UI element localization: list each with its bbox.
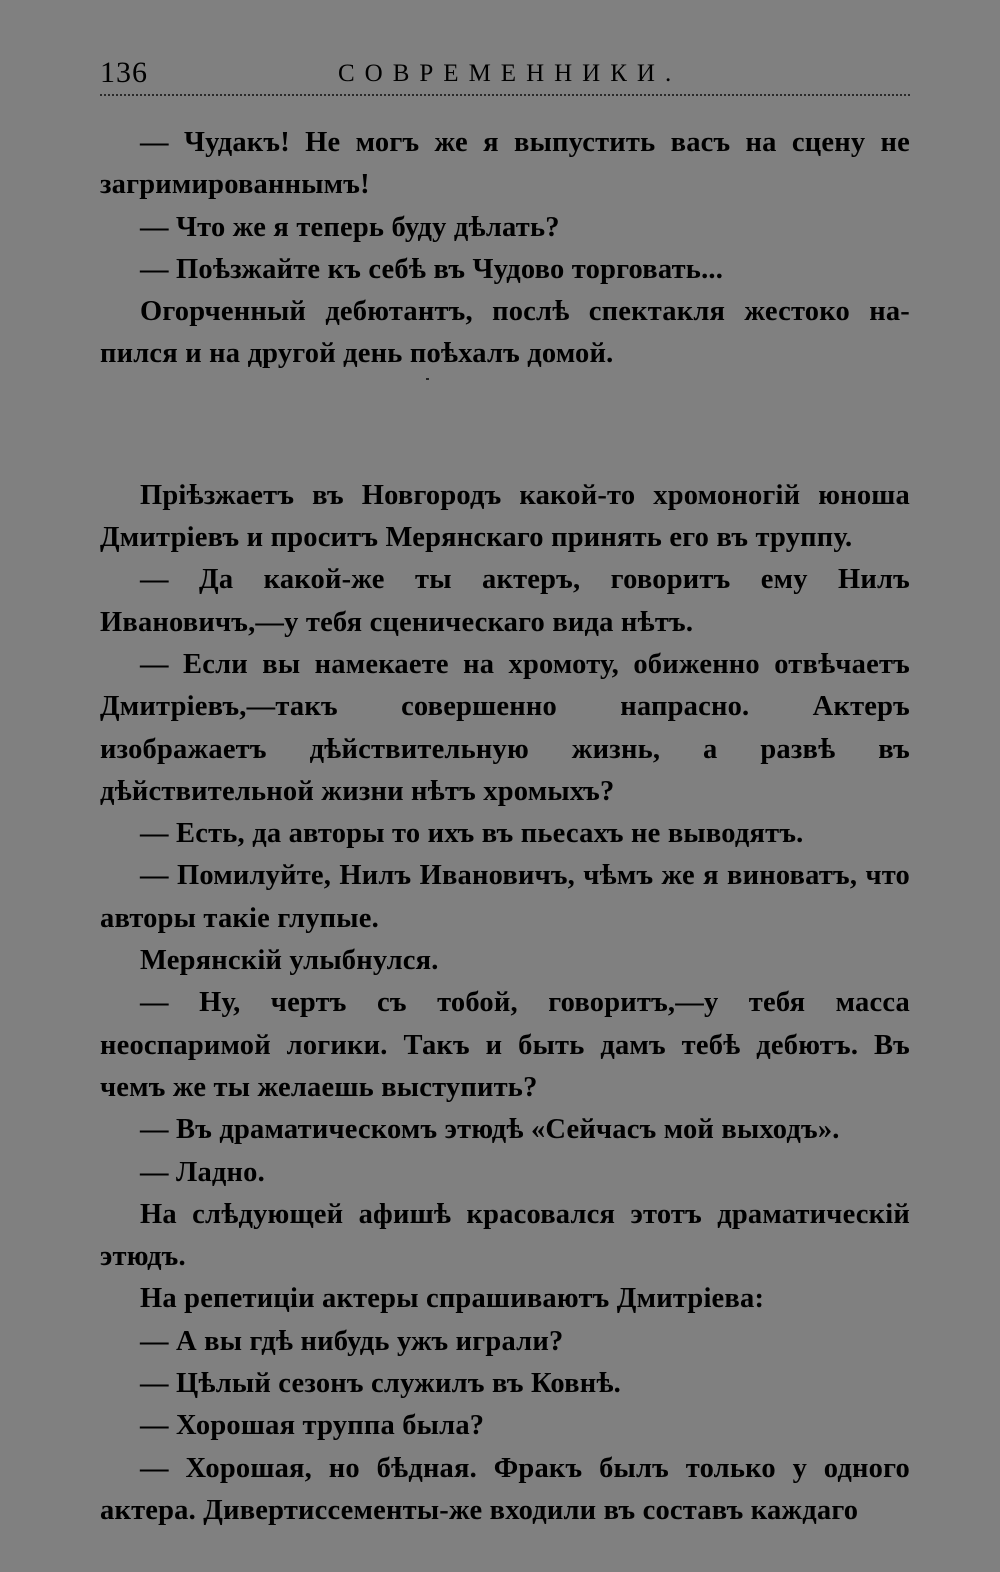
paragraph: — Да какой-же ты актеръ, говоритъ ему Нилъ Ивановичъ,—у тебя сценическаго вида нѣтъ. xyxy=(100,564,910,638)
paragraph: Огорченный дебютантъ, послѣ спектакля жестоко на-пился и на другой день поѣхалъ домой. xyxy=(100,296,910,370)
paragraph: — Помилуйте, Нилъ Ивановичъ, чѣмъ же я виноватъ, что авторы такіе глупые. xyxy=(100,860,910,934)
paragraph: Пріѣзжаетъ въ Новгородъ какой-то хромоногій юноша Дмитріевъ и проситъ Мерянскаго принять его въ труппу. xyxy=(100,479,910,554)
body-text xyxy=(100,122,910,1532)
paragraph: — Что же я теперь буду дѣлать? xyxy=(140,211,560,243)
paragraph: — Хорошая, но бѣдная. Фракъ былъ только у одного актера. Дивертиссементы-же входили въ составъ каждаго xyxy=(100,1452,910,1526)
paragraph: — Хорошая труппа была? xyxy=(140,1410,485,1442)
paragraph: — А вы гдѣ нибудь ужъ играли? xyxy=(140,1325,564,1357)
paragraph: На слѣдующей афишѣ красовался этотъ драматическій этюдъ. xyxy=(100,1198,910,1273)
page-header xyxy=(100,52,910,92)
paragraph: На репетиціи актеры спрашиваютъ Дмитріева: xyxy=(140,1283,765,1315)
book-page xyxy=(100,52,910,1526)
paragraph: — Ладно. xyxy=(140,1156,265,1188)
paragraph: — Ну, чертъ съ тобой, говоритъ,—у тебя масса неоспаримой логики. Такъ и быть дамъ тебѣ дебютъ. Въ чемъ же ты желаешь выступить? xyxy=(100,987,910,1103)
paragraph: — Есть, да авторы то ихъ въ пьесахъ не выводятъ. xyxy=(140,818,804,850)
paragraph: — Если вы намекаете на хромоту, обиженно отвѣчаетъ Дмитріевъ,—такъ совершенно напрасно. Актеръ изображаетъ дѣйствительную жизнь, а развѣ въ дѣйствительной жизни нѣтъ хромыхъ? xyxy=(100,648,910,807)
header-rule xyxy=(100,94,910,96)
running-title: СОВРЕМЕННИКИ. xyxy=(338,60,682,87)
paragraph: — Чудакъ! Не могъ же я выпустить васъ на сцену не загримированнымъ! xyxy=(100,127,910,201)
paragraph: — Цѣлый сезонъ служилъ въ Ковнѣ. xyxy=(140,1368,622,1400)
section-break xyxy=(100,376,910,475)
paragraph: — Въ драматическомъ этюдѣ «Сейчасъ мой выходъ». xyxy=(140,1114,840,1146)
section-break-mark xyxy=(426,378,429,380)
page-number: 136 xyxy=(100,56,148,89)
paragraph: — Поѣзжайте къ себѣ въ Чудово торговать... xyxy=(140,253,724,285)
paragraph: Мерянскій улыбнулся. xyxy=(140,945,439,977)
